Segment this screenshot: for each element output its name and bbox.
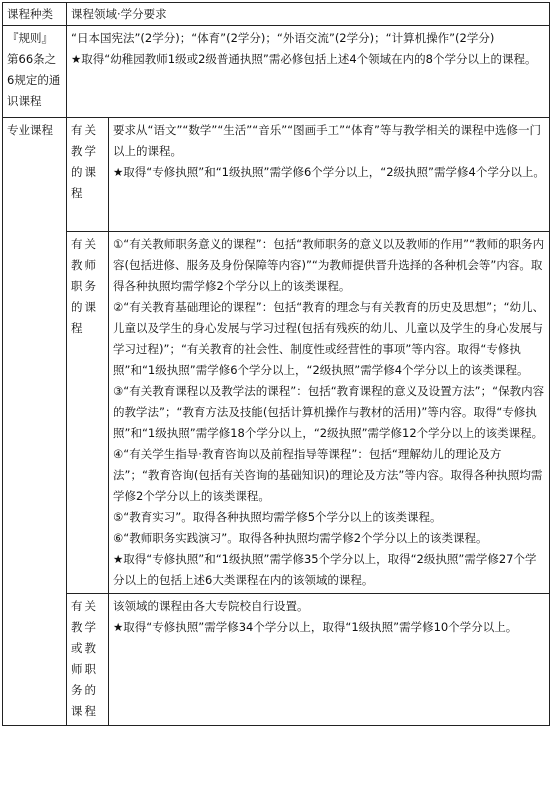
teacher-duty-line: ③“有关教育课程以及教学法的课程”：包括“教育课程的意义及设置方法”；“保教内容的教学法”；“教育方法及技能(包括计算机操作与教材的活用)”等内容。取得“专修执照”和“1级执照”需学修18个学分以上，“2级执照”需学修12个学分以上的该类课程。 <box>113 384 545 440</box>
teaching-course-row <box>3 118 550 232</box>
course-requirements-table <box>2 2 550 726</box>
teacher-duty-line: ④“有关学生指导·教育咨询以及前程指导等课程”：包括“理解幼儿的理论及方法”；“教育咨询(包括有关咨询的基础知识)的理论及方法”等内容。取得各种执照均需学修2个学分以上的该类课程。 <box>113 447 543 503</box>
teaching-or-duty-line: ★取得“专修执照”需学修34个学分以上，取得“1级执照”需学修10个学分以上。 <box>113 620 518 634</box>
teaching-line: ★取得“专修执照”和“1级执照”需学修6个学分以上，“2级执照”需学修4个学分以上。 <box>113 165 545 179</box>
teaching-line: 要求从“语文”“数学”“生活”“音乐”“图画手工”“体育”等与教学相关的课程中选修一门以上的课程。 <box>113 123 541 158</box>
teacher-duty-line: ②“有关教育基础理论的课程”：包括“教育的理念与有关教育的历史及思想”；“幼儿、儿童以及学生的身心发展与学习过程(包括有残疾的幼儿、儿童以及学生的身心发展与学习过程)”；“有关教育的社会性、制度性或经营性的事项”等内容。取得“专修执照”和“1级执照”需学修6个学分以上，“2级执照”需学修4个学分以上的该类课程。 <box>113 300 545 377</box>
teacher-duty-course-row <box>3 232 550 594</box>
header-course-type: 课程种类 <box>3 3 67 26</box>
field-teaching-or-duty: 有关教学或教师职务的课程 <box>67 594 109 726</box>
teacher-duty-requirements <box>109 232 550 594</box>
header-row <box>3 3 550 26</box>
general-course-row <box>3 26 550 118</box>
general-course-requirements <box>67 26 550 118</box>
general-course-type: 『规则』第66条之6规定的通识课程 <box>3 26 67 118</box>
teaching-requirements <box>109 118 550 232</box>
teaching-or-duty-course-row <box>3 594 550 726</box>
header-field-credits: 课程领域·学分要求 <box>67 3 550 26</box>
general-course-line: ★取得“幼稚园教师1级或2级普通执照”需必修包括上述4个领域在内的8个学分以上的课程。 <box>71 52 537 66</box>
teacher-duty-line: ①“有关教师职务意义的课程”：包括“教师职务的意义以及教师的作用”“教师的职务内容(包括进修、服务及身份保障等内容)”“为教师提供晋升选择的各种机会等”内容。取得各种执照均需学修2个学分以上的该类课程。 <box>113 237 545 293</box>
teacher-duty-line: ⑤“教育实习”。取得各种执照均需学修5个学分以上的该类课程。 <box>113 510 442 524</box>
teacher-duty-line: ⑥“教师职务实践演习”。取得各种执照均需学修2个学分以上的该类课程。 <box>113 531 488 545</box>
teaching-or-duty-line: 该领域的课程由各大专院校自行设置。 <box>113 599 309 613</box>
teacher-duty-line: ★取得“专修执照”和“1级执照”需学修35个学分以上，取得“2级执照”需学修27个学分以上的包括上述6大类课程在内的该领域的课程。 <box>113 552 537 587</box>
field-teacher-duty: 有关教师职务的课程 <box>67 232 109 594</box>
teaching-or-duty-requirements <box>109 594 550 726</box>
professional-course-type: 专业课程 <box>3 118 67 726</box>
general-course-line: “日本国宪法”(2学分)；“体育”(2学分)；“外语交流”(2学分)；“计算机操作”(2学分) <box>71 31 495 45</box>
field-teaching: 有关教学的课程 <box>67 118 109 232</box>
